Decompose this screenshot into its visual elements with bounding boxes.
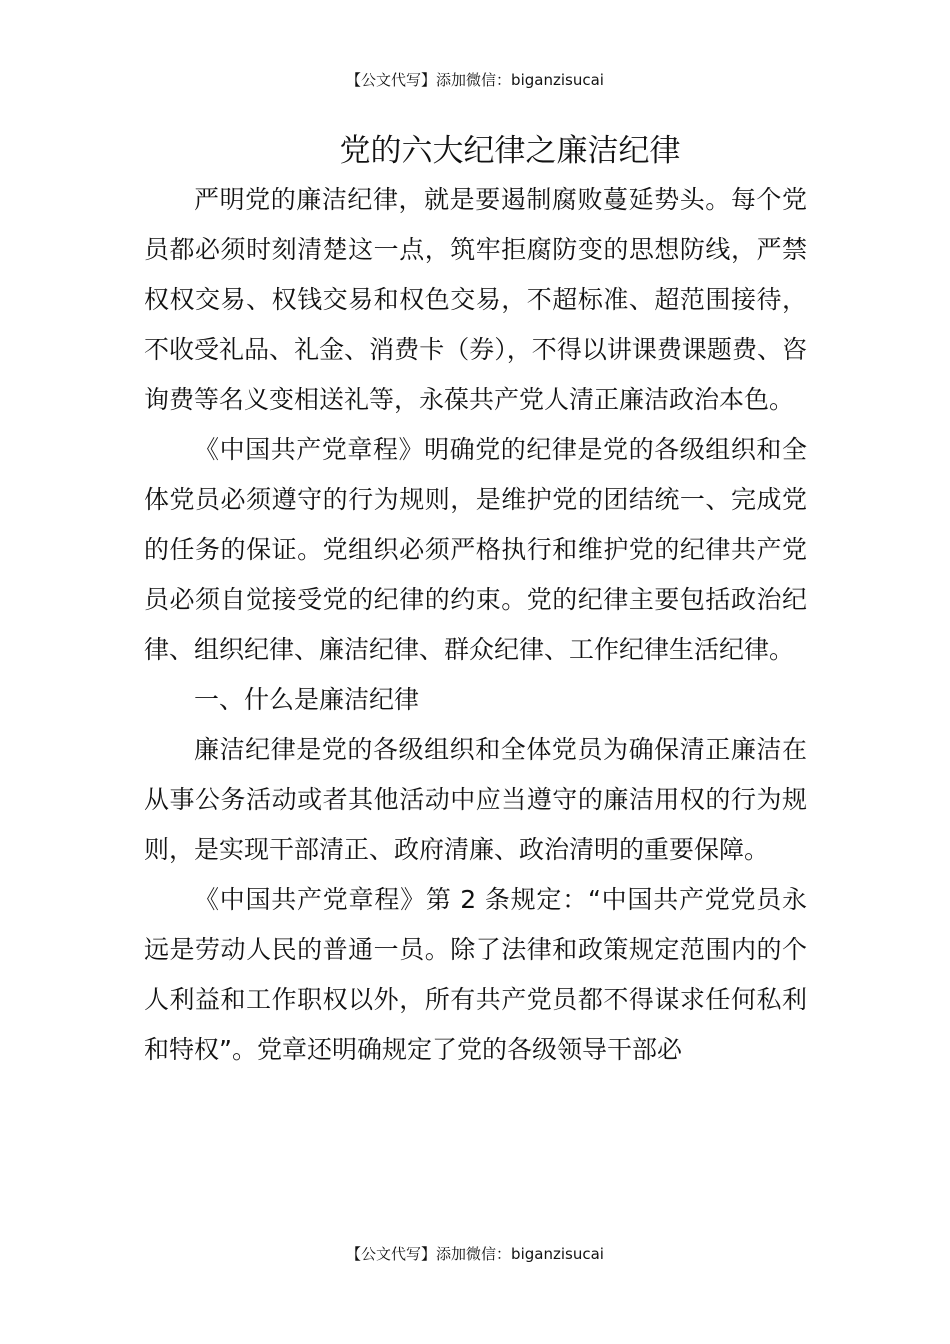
header-watermark-text: 【公文代写】添加微信：biganzisucai	[346, 71, 604, 89]
paragraph-3: 廉洁纪律是党的各级组织和全体党员为确保清正廉洁在从事公务活动或者其他活动中应当遵守的廉洁用权的行为规则，是实现干部清正、政府清廉、政治清明的重要保障。	[144, 735, 807, 864]
section-heading: 一、什么是廉洁纪律	[194, 685, 420, 714]
footer-watermark-text: 【公文代写】添加微信：biganzisucai	[346, 1245, 604, 1263]
document-title: 党的六大纪律之廉洁纪律	[339, 133, 681, 169]
paragraph-4: 《中国共产党章程》第 2 条规定：“中国共产党党员永远是劳动人民的普通一员。除了法律和政策规定范围内的个人利益和工作职权以外，所有共产党员都不得谋求任何私利和特权”。党章还明确规定了党的各级领导干部必	[144, 885, 807, 1064]
paragraph-2: 《中国共产党章程》明确党的纪律是党的各级组织和全体党员必须遵守的行为规则，是维护党的团结统一、完成党的任务的保证。党组织必须严格执行和维护党的纪律共产党员必须自觉接受党的纪律的约束。党的纪律主要包括政治纪律、组织纪律、廉洁纪律、群众纪律、工作纪律生活纪律。	[144, 435, 807, 664]
document-body	[144, 175, 807, 1075]
paragraph-1: 严明党的廉洁纪律，就是要遏制腐败蔓延势头。每个党员都必须时刻清楚这一点，筑牢拒腐防变的思想防线，严禁权权交易、权钱交易和权色交易，不超标准、超范围接待，不收受礼品、礼金、消费卡（券），不得以讲课费课题费、咨询费等名义变相送礼等，永葆共产党人清正廉洁政治本色。	[144, 185, 807, 414]
